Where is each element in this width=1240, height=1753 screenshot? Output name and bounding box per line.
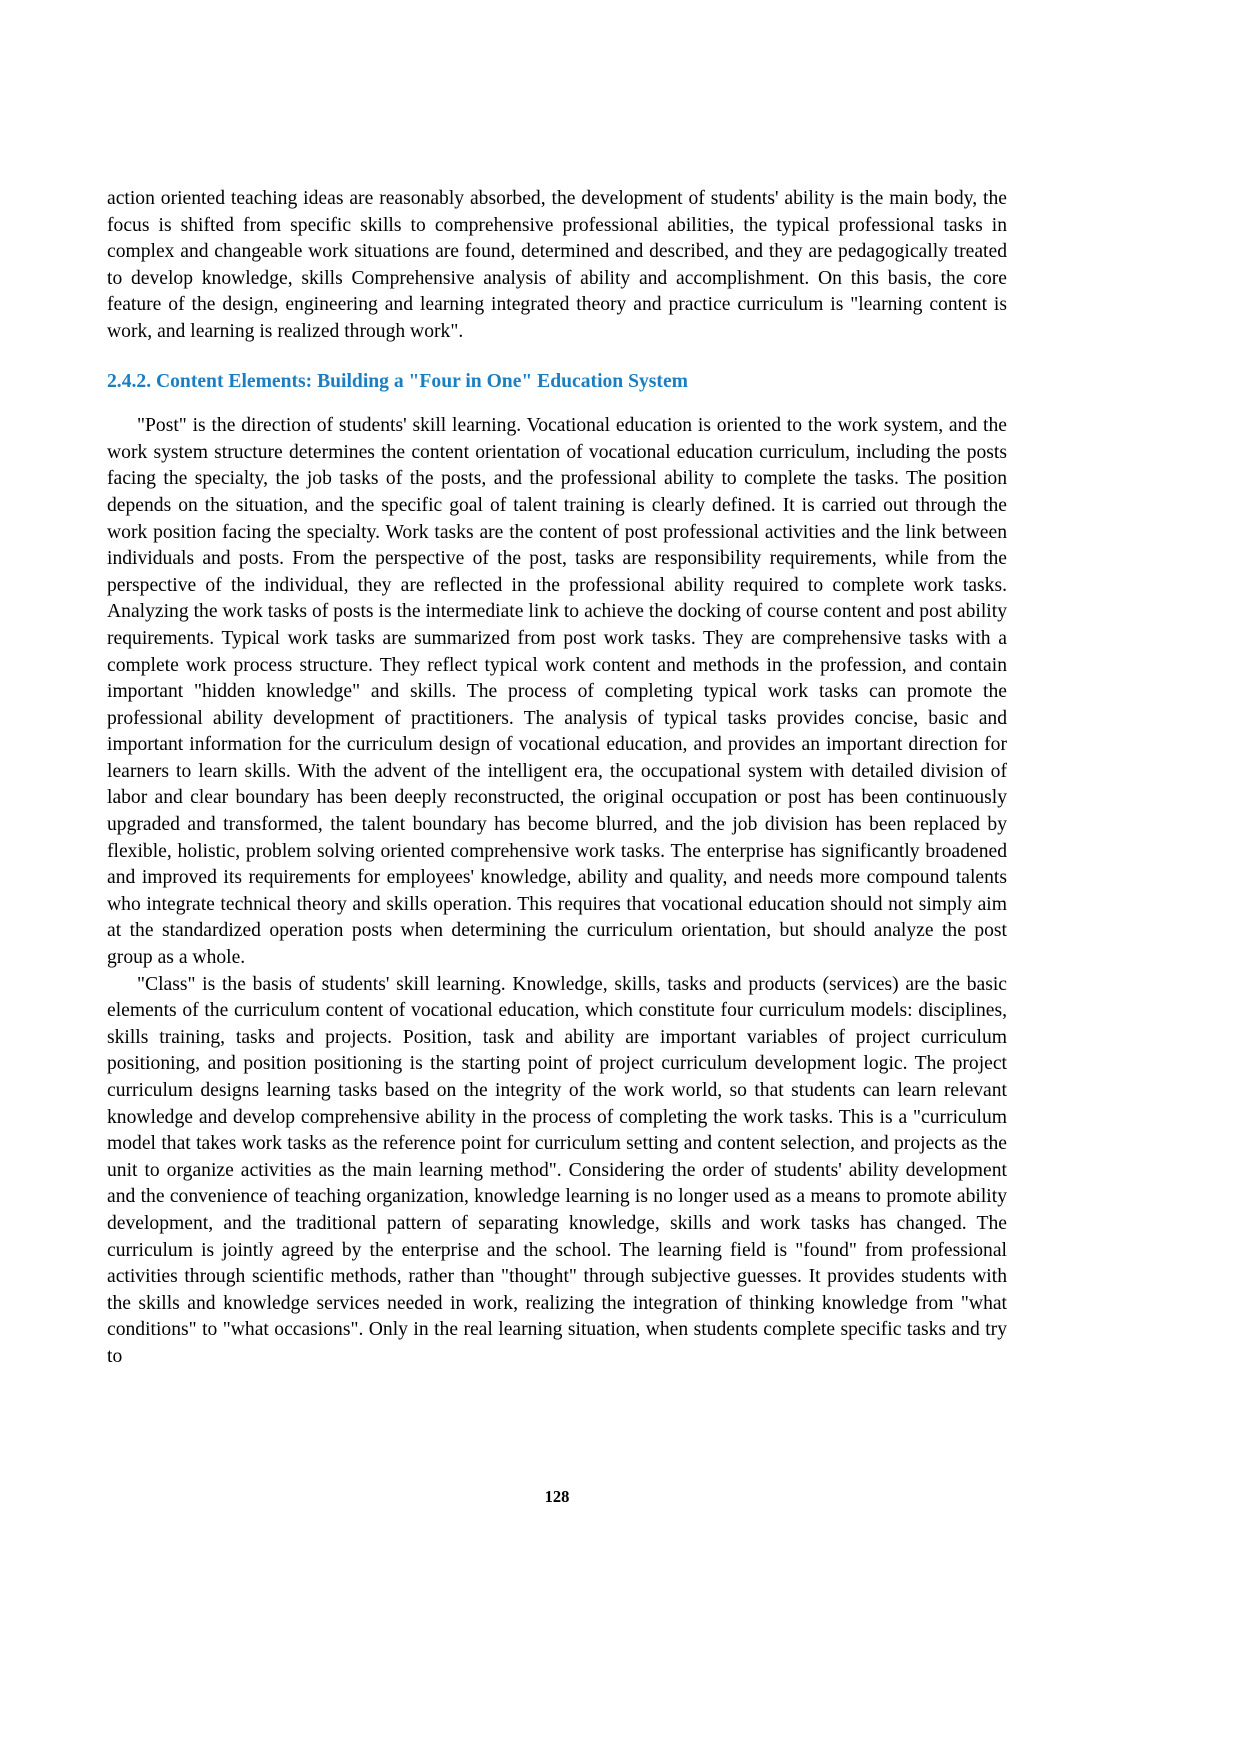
paragraph-continuation: action oriented teaching ideas are reasonably absorbed, the development of students' ability is the main body, the focus is shifted from specific skills to comprehensive professional abilities, the typical professional tasks in complex and changeable work situations are found, determined and described, and they are pedagogically treated to develop knowledge, skills Comprehensive analysis of ability and accomplishment. On this basis, the core feature of the design, engineering and learning integrated theory and practice curriculum is "learning content is work, and learning is realized through work".	[107, 188, 1007, 342]
section-heading: 2.4.2. Content Elements: Building a "Four in One" Education System	[107, 370, 688, 392]
paragraph-class: "Class" is the basis of students' skill learning. Knowledge, skills, tasks and products (services) are the basic elements of the curriculum content of vocational education, which constitute four curriculum models: disciplines, skills training, tasks and projects. Position, task and ability are important variables of project curriculum positioning, and position positioning is the starting point of project curriculum development logic. The project curriculum designs learning tasks based on the integrity of the work world, so that students can learn relevant knowledge and develop comprehensive ability in the process of completing the work tasks. This is a "curriculum model that takes work tasks as the reference point for curriculum setting and content selection, and projects as the unit to organize activities as the main learning method". Considering the order of students' ability development and the convenience of teaching organization, knowledge learning is no longer used as a means to promote ability development, and the traditional pattern of separating knowledge, skills and work tasks has changed. The curriculum is jointly agreed by the enterprise and the school. The learning field is "found" from professional activities through scientific methods, rather than "thought" through subjective guesses. It provides students with the skills and knowledge services needed in work, realizing the integration of thinking knowledge from "what conditions" to "what occasions". Only in the real learning situation, when students complete specific tasks and try to	[107, 973, 1007, 1367]
paragraph-post: "Post" is the direction of students' skill learning. Vocational education is oriented to the work system, and the work system structure determines the content orientation of vocational education curriculum, including the posts facing the specialty, the job tasks of the posts, and the professional ability to complete the tasks. The position depends on the situation, and the specific goal of talent training is clearly defined. It is carried out through the work position facing the specialty. Work tasks are the content of post professional activities and the link between individuals and posts. From the perspective of the post, tasks are responsibility requirements, while from the perspective of the individual, they are reflected in the professional ability required to complete work tasks. Analyzing the work tasks of posts is the intermediate link to achieve the docking of course content and post ability requirements. Typical work tasks are summarized from post work tasks. They are comprehensive tasks with a complete work process structure. They reflect typical work content and methods in the profession, and contain important "hidden knowledge" and skills. The process of completing typical work tasks can promote the professional ability development of practitioners. The analysis of typical tasks provides concise, basic and important information for the curriculum design of vocational education, and provides an important direction for learners to learn skills. With the advent of the intelligent era, the occupational system with detailed division of labor and clear boundary has been deeply reconstructed, the original occupation or post has been continuously upgraded and transformed, the talent boundary has become blurred, and the job division has been replaced by flexible, holistic, problem solving oriented comprehensive work tasks. The enterprise has significantly broadened and improved its requirements for employees' knowledge, ability and quality, and needs more compound talents who integrate technical theory and skills operation. This requires that vocational education should not simply aim at the standardized operation posts when determining the curriculum orientation, but should analyze the post group as a whole.	[107, 415, 1007, 969]
page-number: 128	[544, 1487, 570, 1506]
body-text	[107, 186, 1007, 1371]
